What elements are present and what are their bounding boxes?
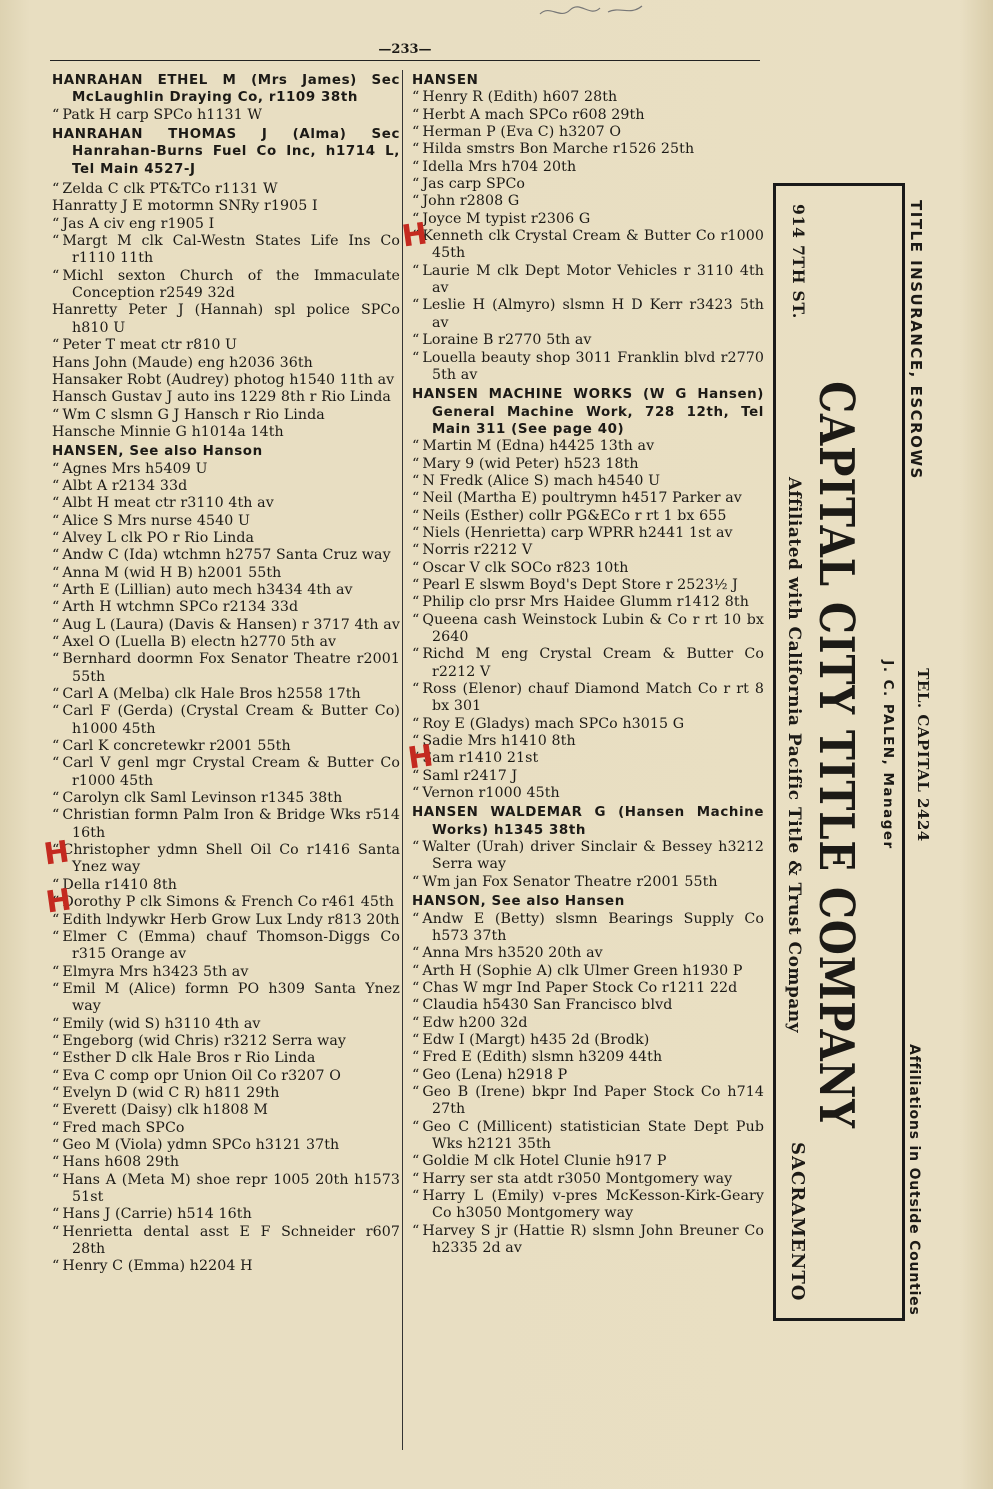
directory-entry: Hans John (Maude) eng h2036 36th xyxy=(52,354,313,371)
ad-city: SACRAMENTO xyxy=(787,1142,808,1302)
directory-entry: “ Michl sexton Church of the Immaculate Conception r2549 32d xyxy=(52,268,400,303)
directory-entry: “ Wm jan Fox Senator Theatre r2001 55th xyxy=(412,874,764,891)
directory-entry: “ Arth H wtchmn SPCo r2134 33d xyxy=(52,599,400,616)
directory-entry: “ Ross (Elenor) chauf Diamond Match Co r rt 8 bx 301 xyxy=(412,681,764,716)
directory-entry: “ N Fredk (Alice S) mach h4540 U xyxy=(412,473,764,490)
red-annotation-mark: H xyxy=(41,834,72,873)
directory-entry: “ Idella Mrs h704 20th xyxy=(412,159,764,176)
directory-entry: “ Esther D clk Hale Bros r Rio Linda xyxy=(52,1050,400,1067)
red-annotation-mark: H xyxy=(399,216,430,255)
directory-entry: “ Andw C (Ida) wtchmn h2757 Santa Cruz way xyxy=(52,547,400,564)
directory-entry: “ Niels (Henrietta) carp WPRR h2441 1st av xyxy=(412,525,764,542)
directory-entry: “ Hans A (Meta M) shoe repr 1005 20th h1573 51st xyxy=(52,1172,400,1207)
directory-entry: “ Jas carp SPCo xyxy=(412,176,764,193)
directory-entry: “ Edw h200 32d xyxy=(412,1015,764,1032)
directory-entry: Hanretty Peter J (Hannah) spl police SPCo h810 U xyxy=(52,302,400,336)
directory-entry: “ Wm C slsmn G J Hansch r Rio Linda xyxy=(52,407,400,424)
directory-entry: “ Pearl E slswm Boyd's Dept Store r 2523½ J xyxy=(412,577,764,594)
directory-entry: “ Zelda C clk PT&TCo r1131 W xyxy=(52,181,400,198)
directory-heading: HANSEN MACHINE WORKS (W G Hansen) General Machine Work, 728 12th, Tel Main 311 (See page 40) xyxy=(412,387,764,437)
directory-heading: HANRAHAN ETHEL M (Mrs James) Sec McLaughlin Draying Co, r1109 38th xyxy=(52,73,400,106)
directory-entry: “ Fred mach SPCo xyxy=(52,1120,400,1137)
directory-entry: “ Albt A r2134 33d xyxy=(52,478,400,495)
directory-entry: “ Carl A (Melba) clk Hale Bros h2558 17th xyxy=(52,686,400,703)
header-rule xyxy=(50,60,760,61)
directory-heading: HANSEN, See also Hanson xyxy=(52,444,263,460)
directory-entry: “ Christopher ydmn Shell Oil Co r1416 Santa Ynez way xyxy=(52,842,400,877)
directory-entry: “ Neils (Esther) collr PG&ECo r rt 1 bx 655 xyxy=(412,508,764,525)
directory-entry: “ Anna Mrs h3520 20th av xyxy=(412,945,764,962)
directory-entry: “ Margt M clk Cal-Westn States Life Ins Co r1110 11th xyxy=(52,233,400,268)
directory-entry: “ Elmer C (Emma) chauf Thomson-Diggs Co r315 Orange av xyxy=(52,929,400,964)
directory-entry: Hansche Minnie G h1014a 14th xyxy=(52,423,284,440)
directory-entry: “ Goldie M clk Hotel Clunie h917 P xyxy=(412,1153,764,1170)
directory-entry: “ Albt H meat ctr r3110 4th av xyxy=(52,495,400,512)
directory-entry: “ Edith lndywkr Herb Grow Lux Lndy r813 20th xyxy=(52,912,400,929)
ad-manager: J. C. PALEN, Manager xyxy=(880,660,896,850)
directory-entry: Hansaker Robt (Audrey) photog h1540 11th av xyxy=(52,371,395,388)
directory-entry: “ Sadie Mrs h1410 8th xyxy=(412,733,764,750)
directory-entry: “ Oscar V clk SOCo r823 10th xyxy=(412,560,764,577)
directory-entry: “ Geo C (Millicent) statistician State Dept Pub Wks h2121 35th xyxy=(412,1119,764,1154)
directory-entry: “ Eva C comp opr Union Oil Co r3207 O xyxy=(52,1068,400,1085)
directory-entry: “ Neil (Martha E) poultrymn h4517 Parker av xyxy=(412,490,764,507)
middle-column xyxy=(412,70,764,1257)
directory-entry: “ John r2808 G xyxy=(412,193,764,210)
directory-entry: “ Hans J (Carrie) h514 16th xyxy=(52,1206,400,1223)
directory-entry: “ Harry L (Emily) v-pres McKesson-Kirk-Geary Co h3050 Montgomery way xyxy=(412,1188,764,1223)
directory-entry: “ Harry ser sta atdt r3050 Montgomery way xyxy=(412,1171,764,1188)
directory-entry: “ Geo M (Viola) ydmn SPCo h3121 37th xyxy=(52,1137,400,1154)
ad-phone: TEL. CAPITAL 2424 xyxy=(914,668,932,842)
directory-entry: “ Alvey L clk PO r Rio Linda xyxy=(52,530,400,547)
directory-entry: “ Dorothy P clk Simons & French Co r461 45th xyxy=(52,894,400,911)
directory-entry: “ Martin M (Edna) h4425 13th av xyxy=(412,438,764,455)
ad-company-name: CAPITAL CITY TITLE COMPANY xyxy=(808,381,864,1129)
pencil-scribble xyxy=(530,0,650,24)
directory-entry: “ Philip clo prsr Mrs Haidee Glumm r1412 8th xyxy=(412,594,764,611)
directory-entry: “ Emily (wid S) h3110 4th av xyxy=(52,1016,400,1033)
directory-entry: “ Richd M eng Crystal Cream & Butter Co r2212 V xyxy=(412,646,764,681)
directory-entry: “ Engeborg (wid Chris) r3212 Serra way xyxy=(52,1033,400,1050)
directory-entry: “ Andw E (Betty) slsmn Bearings Supply Co h573 37th xyxy=(412,911,764,946)
directory-entry: Hanratty J E motormn SNRy r1905 I xyxy=(52,198,318,215)
directory-entry: “ Arth E (Lillian) auto mech h3434 4th av xyxy=(52,582,400,599)
directory-entry: “ Axel O (Luella B) electn h2770 5th av xyxy=(52,634,400,651)
ad-top-banner: TITLE INSURANCE, ESCROWS xyxy=(907,200,925,480)
directory-entry: “ Roy E (Gladys) mach SPCo h3015 G xyxy=(412,716,764,733)
directory-entry: “ Louella beauty shop 3011 Franklin blvd r2770 5th av xyxy=(412,350,764,385)
directory-entry: “ Hans h608 29th xyxy=(52,1154,400,1171)
red-annotation-mark: H xyxy=(405,738,436,777)
directory-heading: HANSON, See also Hansen xyxy=(412,894,625,910)
directory-entry: “ Henry C (Emma) h2204 H xyxy=(52,1258,400,1275)
red-annotation-mark: H xyxy=(43,882,74,921)
column-divider xyxy=(402,70,403,1450)
directory-entry: “ Hilda smstrs Bon Marche r1526 25th xyxy=(412,141,764,158)
directory-entry: “ Mary 9 (wid Peter) h523 18th xyxy=(412,456,764,473)
directory-entry: “ Vernon r1000 45th xyxy=(412,785,764,802)
directory-entry: “ Della r1410 8th xyxy=(52,877,400,894)
ad-bottom-banner: Affiliations in Outside Counties xyxy=(906,1044,922,1316)
directory-entry: “ Walter (Urah) driver Sinclair & Bessey h3212 Serra way xyxy=(412,839,764,874)
directory-entry: “ Everett (Daisy) clk h1808 M xyxy=(52,1102,400,1119)
directory-heading: HANSEN WALDEMAR G (Hansen Machine Works) h1345 38th xyxy=(412,805,764,838)
directory-entry: “ Kenneth clk Crystal Cream & Butter Co r1000 45th xyxy=(412,228,764,263)
directory-entry: “ Geo (Lena) h2918 P xyxy=(412,1067,764,1084)
directory-entry: “ Aug L (Laura) (Davis & Hansen) r 3717 4th av xyxy=(52,617,400,634)
directory-entry: “ Queena cash Weinstock Lubin & Co r rt 10 bx 2640 xyxy=(412,612,764,647)
directory-entry: “ Carl V genl mgr Crystal Cream & Butter Co r1000 45th xyxy=(52,755,400,790)
directory-entry: “ Fred E (Edith) slsmn h3209 44th xyxy=(412,1049,764,1066)
directory-entry: “ Geo B (Irene) bkpr Ind Paper Stock Co h714 27th xyxy=(412,1084,764,1119)
directory-heading: HANRAHAN THOMAS J (Alma) Sec Hanrahan-Burns Fuel Co Inc, h1714 L, Tel Main 4527-J xyxy=(52,127,400,177)
page-header xyxy=(50,38,760,62)
directory-entry: “ Henrietta dental asst E F Schneider r607 28th xyxy=(52,1224,400,1259)
directory-entry: “ Carl F (Gerda) (Crystal Cream & Butter Co) h1000 45th xyxy=(52,703,400,738)
directory-entry: “ Laurie M clk Dept Motor Vehicles r 3110 4th av xyxy=(412,263,764,298)
directory-entry: “ Patk H carp SPCo h1131 W xyxy=(52,107,400,124)
directory-entry: “ Herman P (Eva C) h3207 O xyxy=(412,124,764,141)
directory-entry: “ Chas W mgr Ind Paper Stock Co r1211 22d xyxy=(412,980,764,997)
directory-entry: “ Leslie H (Almyro) slsmn H D Kerr r3423 5th av xyxy=(412,297,764,332)
directory-entry: “ Elmyra Mrs h3423 5th av xyxy=(52,964,400,981)
directory-entry: Hansch Gustav J auto ins 1229 8th r Rio Linda xyxy=(52,389,391,406)
directory-entry: “ Agnes Mrs h5409 U xyxy=(52,461,400,478)
directory-entry: “ Harvey S jr (Hattie R) slsmn John Breuner Co h2335 2d av xyxy=(412,1223,764,1258)
directory-heading: HANSEN xyxy=(412,73,479,88)
directory-entry: “ Saml r2417 J xyxy=(412,768,764,785)
directory-entry: “ Norris r2212 V xyxy=(412,542,764,559)
directory-entry: “ Joyce M typist r2306 G xyxy=(412,211,764,228)
directory-entry: “ Edw I (Margt) h435 2d (Brodk) xyxy=(412,1032,764,1049)
directory-entry: “ Christian formn Palm Iron & Bridge Wks r514 16th xyxy=(52,807,400,842)
directory-entry: “ Arth H (Sophie A) clk Ulmer Green h1930 P xyxy=(412,963,764,980)
directory-entry: “ Jas A civ eng r1905 I xyxy=(52,216,400,233)
left-column xyxy=(52,70,400,1276)
directory-entry: “ Sam r1410 21st xyxy=(412,750,764,767)
directory-entry: “ Bernhard doormn Fox Senator Theatre r2001 55th xyxy=(52,651,400,686)
directory-entry: “ Alice S Mrs nurse 4540 U xyxy=(52,513,400,530)
page-number: —233— xyxy=(378,42,432,57)
directory-entry: “ Loraine B r2770 5th av xyxy=(412,332,764,349)
ad-address: 914 7TH ST. xyxy=(789,204,808,320)
directory-entry: “ Henry R (Edith) h607 28th xyxy=(412,89,764,106)
directory-entry: “ Evelyn D (wid C R) h811 29th xyxy=(52,1085,400,1102)
ad-affiliation: Affiliated with California Pacific Title & Trust Company xyxy=(784,476,804,1034)
directory-entry: “ Carl K concretewkr r2001 55th xyxy=(52,738,400,755)
directory-entry: “ Peter T meat ctr r810 U xyxy=(52,337,400,354)
directory-entry: “ Anna M (wid H B) h2001 55th xyxy=(52,565,400,582)
directory-entry: “ Emil M (Alice) formn PO h309 Santa Ynez way xyxy=(52,981,400,1016)
directory-entry: “ Herbt A mach SPCo r608 29th xyxy=(412,107,764,124)
directory-entry: “ Claudia h5430 San Francisco blvd xyxy=(412,997,764,1014)
directory-entry: “ Carolyn clk Saml Levinson r1345 38th xyxy=(52,790,400,807)
